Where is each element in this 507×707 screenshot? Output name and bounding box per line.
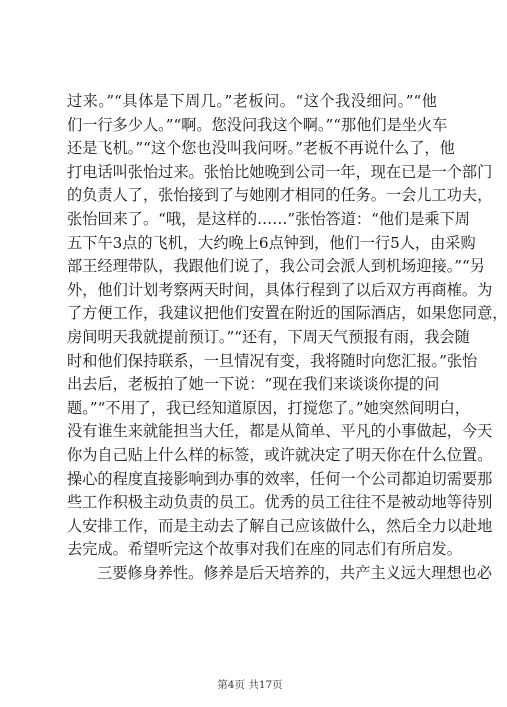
text-line: 房间明天我就提前预订。”“还有，下周天气预报有雨，我会随 [67,327,470,346]
text-line: 的负责人了，张怡接到了与她刚才相同的任务。一会儿工功夫， [67,186,493,205]
text-line: 过来。”“具体是下周几。”老板问。“这个我没细问。”“他 [67,92,437,110]
text-line: 题。”“不用了，我已经知道原因，打搅您了。”她突然间明白， [67,398,470,417]
text-line: 张怡回来了。“哦，是这样的……”张怡答道：“他们是乘下周 [67,209,470,228]
paragraph-first-line: 三要修身养性。修养是后天培养的，共产主义远大理想也必 [97,563,492,582]
text-line: 出去后，老板拍了她一下说：“现在我们来谈谈你提的问 [67,375,440,394]
text-line: 了方便工作，我建议把他们安置在附近的国际酒店，如果您同意， [67,304,507,323]
text-line: 外，他们计划考察两天时间，具体行程到了以后双方再商榷。为 [67,280,493,299]
text-line: 去完成。希望听完这个故事对我们在座的同志们有所启发。 [67,540,462,559]
page-number: 第4页 共17页 [217,679,283,691]
text-line: 部王经理带队，我跟他们说了，我公司会派人到机场迎接。”“另 [67,257,485,276]
text-line: 还是飞机。”“这个您也没叫我问呀。”老板不再说什么了，他 [67,139,455,158]
text-line: 五下午3点的飞机，大约晚上6点钟到，他们一行5人，由采购 [67,233,476,252]
text-line: 们一行多少人。”“啊。您没问我这个啊。”“那他们是坐火车 [67,115,448,134]
document-body [67,90,507,585]
text-line: 些工作积极主动负责的员工。优秀的员工往往不是被动地等待别 [67,493,493,512]
text-line: 没有谁生来就能担当大任，都是从简单、平凡的小事做起，今天 [67,422,493,441]
text-line: 打电话叫张怡过来。张怡比她晚到公司一年，现在已是一个部门 [67,162,493,181]
text-line: 人安排工作，而是主动去了解自己应该做什么，然后全力以赴地 [67,516,493,535]
text-line: 时和他们保持联系，一旦情况有变，我将随时向您汇报。”张怡 [67,351,478,370]
text-line: 你为自己贴上什么样的标签，或许就决定了明天你在什么位置。 [67,445,493,464]
text-line: 操心的程度直接影响到办事的效率，任何一个公司都迫切需要那 [67,469,493,488]
